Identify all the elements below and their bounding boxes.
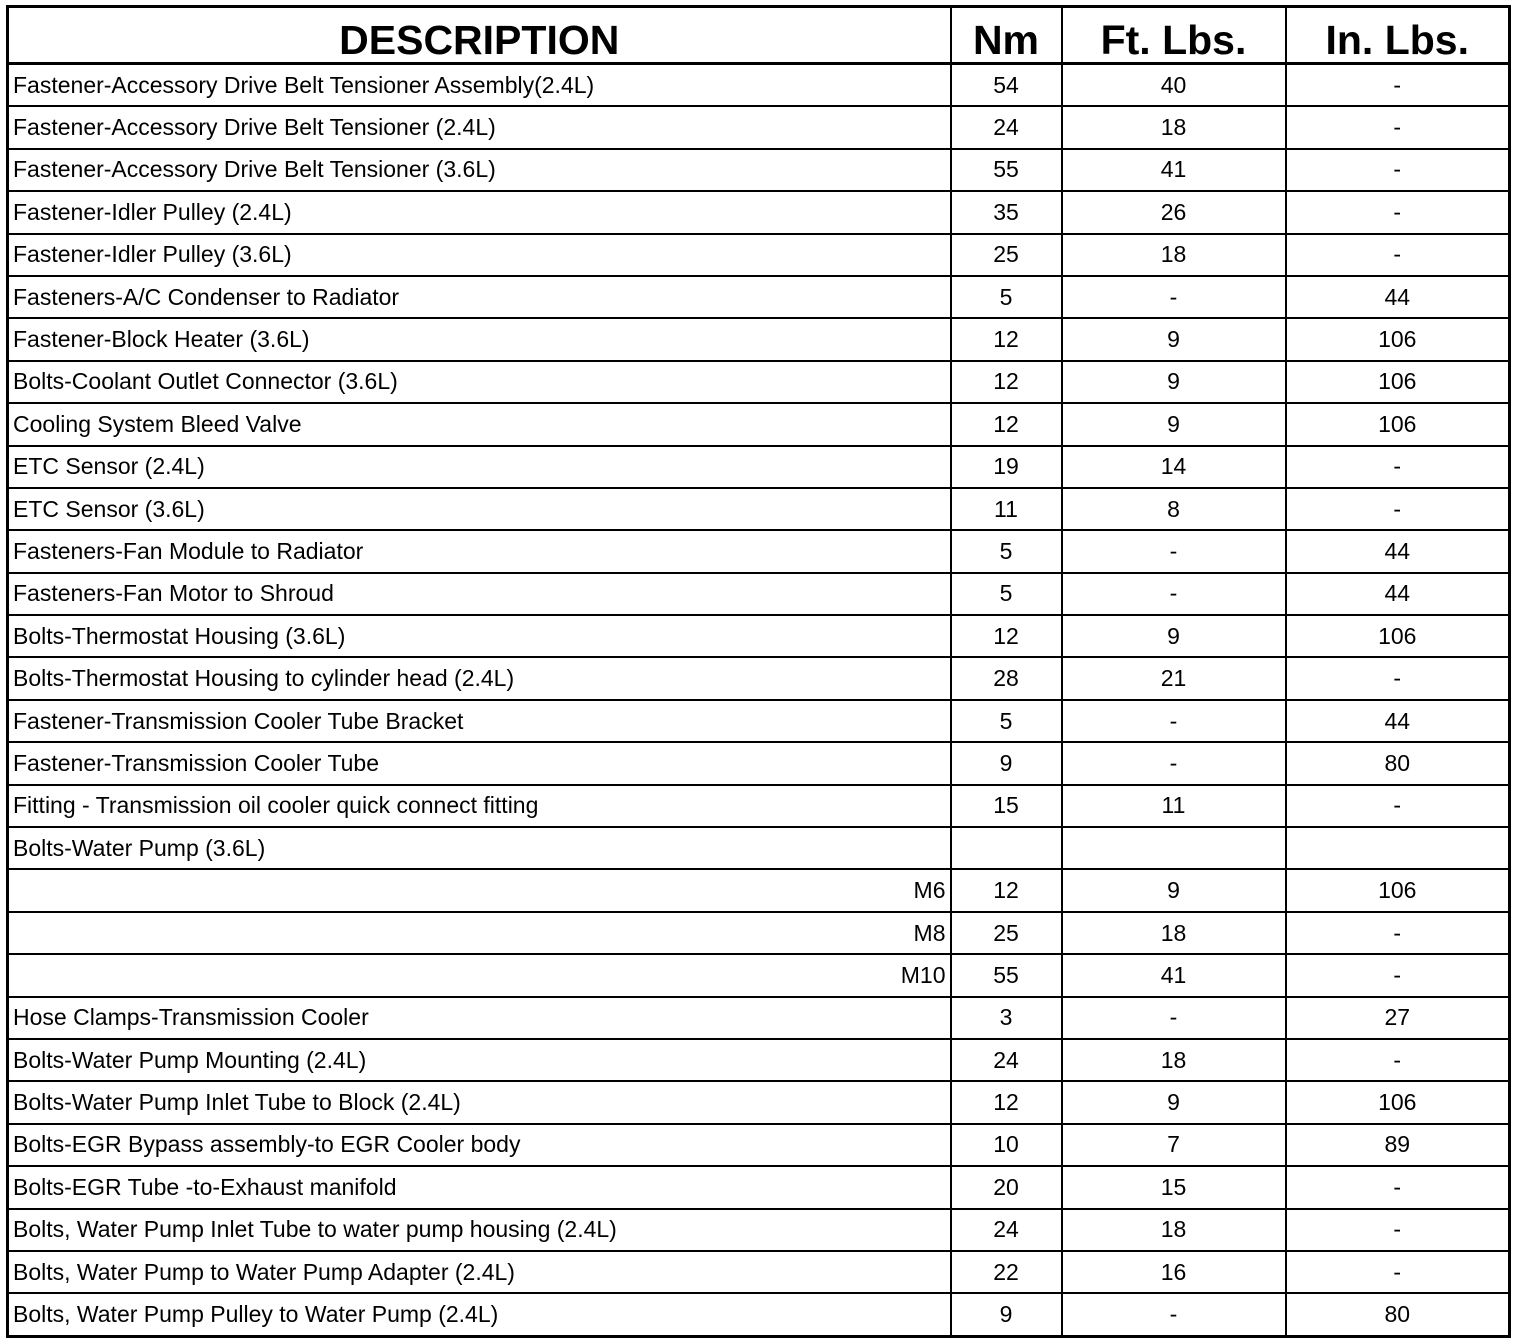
description-cell: Fastener-Transmission Cooler Tube xyxy=(8,742,951,784)
in-lbs-cell: 106 xyxy=(1286,318,1510,360)
table-row xyxy=(8,912,1510,954)
header-ft-lbs: Ft. Lbs. xyxy=(1062,7,1286,64)
ft-lbs-cell: - xyxy=(1062,530,1286,572)
ft-lbs-cell: 9 xyxy=(1062,403,1286,445)
nm-cell: 15 xyxy=(951,785,1062,827)
nm-cell: 24 xyxy=(951,106,1062,148)
description-cell: ETC Sensor (2.4L) xyxy=(8,446,951,488)
nm-cell: 25 xyxy=(951,234,1062,276)
ft-lbs-cell: 7 xyxy=(1062,1124,1286,1166)
in-lbs-cell: - xyxy=(1286,1166,1510,1208)
nm-cell: 24 xyxy=(951,1209,1062,1251)
nm-cell: 19 xyxy=(951,446,1062,488)
table-row xyxy=(8,869,1510,911)
description-cell: Fastener-Block Heater (3.6L) xyxy=(8,318,951,360)
ft-lbs-cell: 11 xyxy=(1062,785,1286,827)
ft-lbs-cell: 40 xyxy=(1062,64,1286,107)
description-cell: Fasteners-Fan Module to Radiator xyxy=(8,530,951,572)
nm-cell: 12 xyxy=(951,403,1062,445)
table-row xyxy=(8,1166,1510,1208)
nm-cell: 3 xyxy=(951,997,1062,1039)
table-row xyxy=(8,1293,1510,1336)
nm-cell: 24 xyxy=(951,1039,1062,1081)
description-cell: Fastener-Idler Pulley (2.4L) xyxy=(8,191,951,233)
table-row xyxy=(8,149,1510,191)
description-cell: Fasteners-Fan Motor to Shroud xyxy=(8,573,951,615)
table-row xyxy=(8,276,1510,318)
nm-cell: 12 xyxy=(951,1081,1062,1123)
table-row xyxy=(8,657,1510,699)
in-lbs-cell: - xyxy=(1286,106,1510,148)
in-lbs-cell: 80 xyxy=(1286,742,1510,784)
ft-lbs-cell: 15 xyxy=(1062,1166,1286,1208)
ft-lbs-cell: 41 xyxy=(1062,954,1286,996)
table-row xyxy=(8,997,1510,1039)
nm-cell: 5 xyxy=(951,573,1062,615)
description-cell: Bolts, Water Pump Inlet Tube to water pump housing (2.4L) xyxy=(8,1209,951,1251)
table-row xyxy=(8,403,1510,445)
ft-lbs-cell: 9 xyxy=(1062,869,1286,911)
description-cell: Bolts-Thermostat Housing to cylinder head (2.4L) xyxy=(8,657,951,699)
description-cell: Bolts, Water Pump Pulley to Water Pump (2.4L) xyxy=(8,1293,951,1336)
table-row xyxy=(8,1251,1510,1293)
ft-lbs-cell: 21 xyxy=(1062,657,1286,699)
in-lbs-cell xyxy=(1286,827,1510,869)
in-lbs-cell: - xyxy=(1286,234,1510,276)
table-row xyxy=(8,954,1510,996)
table-row xyxy=(8,573,1510,615)
in-lbs-cell: 44 xyxy=(1286,530,1510,572)
nm-cell: 12 xyxy=(951,615,1062,657)
nm-cell: 12 xyxy=(951,869,1062,911)
description-cell: Bolts-EGR Tube -to-Exhaust manifold xyxy=(8,1166,951,1208)
description-cell: Bolts-Thermostat Housing (3.6L) xyxy=(8,615,951,657)
table-row xyxy=(8,234,1510,276)
bolt-size-cell: M8 xyxy=(8,912,951,954)
ft-lbs-cell: 9 xyxy=(1062,361,1286,403)
ft-lbs-cell: 18 xyxy=(1062,1209,1286,1251)
description-cell: Fasteners-A/C Condenser to Radiator xyxy=(8,276,951,318)
table-row xyxy=(8,64,1510,107)
nm-cell: 12 xyxy=(951,361,1062,403)
ft-lbs-cell: - xyxy=(1062,742,1286,784)
description-cell: Bolts-Water Pump (3.6L) xyxy=(8,827,951,869)
in-lbs-cell: - xyxy=(1286,191,1510,233)
ft-lbs-cell: - xyxy=(1062,997,1286,1039)
table-row xyxy=(8,742,1510,784)
table-row xyxy=(8,785,1510,827)
description-cell: Hose Clamps-Transmission Cooler xyxy=(8,997,951,1039)
description-cell: Fastener-Idler Pulley (3.6L) xyxy=(8,234,951,276)
in-lbs-cell: 106 xyxy=(1286,361,1510,403)
in-lbs-cell: 106 xyxy=(1286,1081,1510,1123)
table-row xyxy=(8,1039,1510,1081)
nm-cell: 12 xyxy=(951,318,1062,360)
in-lbs-cell: 89 xyxy=(1286,1124,1510,1166)
description-cell: Cooling System Bleed Valve xyxy=(8,403,951,445)
description-cell: Bolts, Water Pump to Water Pump Adapter (2.4L) xyxy=(8,1251,951,1293)
nm-cell: 5 xyxy=(951,700,1062,742)
nm-cell: 9 xyxy=(951,1293,1062,1336)
ft-lbs-cell: 8 xyxy=(1062,488,1286,530)
table-row xyxy=(8,1081,1510,1123)
ft-lbs-cell: 14 xyxy=(1062,446,1286,488)
ft-lbs-cell: - xyxy=(1062,700,1286,742)
description-cell: Fastener-Transmission Cooler Tube Bracket xyxy=(8,700,951,742)
in-lbs-cell: 106 xyxy=(1286,403,1510,445)
nm-cell: 28 xyxy=(951,657,1062,699)
description-cell: ETC Sensor (3.6L) xyxy=(8,488,951,530)
header-description: DESCRIPTION xyxy=(8,7,951,64)
table-row xyxy=(8,530,1510,572)
in-lbs-cell: - xyxy=(1286,785,1510,827)
description-cell: Bolts-Water Pump Mounting (2.4L) xyxy=(8,1039,951,1081)
nm-cell: 55 xyxy=(951,954,1062,996)
nm-cell: 5 xyxy=(951,530,1062,572)
in-lbs-cell: - xyxy=(1286,912,1510,954)
description-cell: Fastener-Accessory Drive Belt Tensioner Assembly(2.4L) xyxy=(8,64,951,107)
ft-lbs-cell: - xyxy=(1062,276,1286,318)
table-row xyxy=(8,1209,1510,1251)
header-in-lbs: In. Lbs. xyxy=(1286,7,1510,64)
in-lbs-cell: - xyxy=(1286,149,1510,191)
in-lbs-cell: - xyxy=(1286,954,1510,996)
ft-lbs-cell: - xyxy=(1062,1293,1286,1336)
table-row xyxy=(8,106,1510,148)
in-lbs-cell: - xyxy=(1286,64,1510,107)
in-lbs-cell: - xyxy=(1286,446,1510,488)
in-lbs-cell: 27 xyxy=(1286,997,1510,1039)
ft-lbs-cell: 9 xyxy=(1062,318,1286,360)
ft-lbs-cell: 18 xyxy=(1062,106,1286,148)
table-row xyxy=(8,361,1510,403)
nm-cell: 11 xyxy=(951,488,1062,530)
description-cell: Bolts-Coolant Outlet Connector (3.6L) xyxy=(8,361,951,403)
ft-lbs-cell: 16 xyxy=(1062,1251,1286,1293)
in-lbs-cell: - xyxy=(1286,1039,1510,1081)
ft-lbs-cell xyxy=(1062,827,1286,869)
in-lbs-cell: - xyxy=(1286,657,1510,699)
nm-cell: 9 xyxy=(951,742,1062,784)
bolt-size-cell: M10 xyxy=(8,954,951,996)
ft-lbs-cell: 26 xyxy=(1062,191,1286,233)
in-lbs-cell: - xyxy=(1286,488,1510,530)
nm-cell: 20 xyxy=(951,1166,1062,1208)
description-cell: Bolts-EGR Bypass assembly-to EGR Cooler body xyxy=(8,1124,951,1166)
in-lbs-cell: - xyxy=(1286,1251,1510,1293)
in-lbs-cell: 80 xyxy=(1286,1293,1510,1336)
nm-cell: 10 xyxy=(951,1124,1062,1166)
nm-cell: 25 xyxy=(951,912,1062,954)
ft-lbs-cell: 18 xyxy=(1062,912,1286,954)
table-row xyxy=(8,488,1510,530)
description-cell: Fitting - Transmission oil cooler quick connect fitting xyxy=(8,785,951,827)
table-row xyxy=(8,1124,1510,1166)
ft-lbs-cell: 18 xyxy=(1062,1039,1286,1081)
table-row xyxy=(8,827,1510,869)
in-lbs-cell: 44 xyxy=(1286,573,1510,615)
description-cell: Fastener-Accessory Drive Belt Tensioner (2.4L) xyxy=(8,106,951,148)
header-row xyxy=(8,7,1510,64)
header-nm: Nm xyxy=(951,7,1062,64)
table-row xyxy=(8,318,1510,360)
table-row xyxy=(8,446,1510,488)
table-body xyxy=(8,64,1510,1337)
table-row xyxy=(8,191,1510,233)
nm-cell: 22 xyxy=(951,1251,1062,1293)
bolt-size-cell: M6 xyxy=(8,869,951,911)
nm-cell: 54 xyxy=(951,64,1062,107)
ft-lbs-cell: 9 xyxy=(1062,1081,1286,1123)
description-cell: Bolts-Water Pump Inlet Tube to Block (2.4L) xyxy=(8,1081,951,1123)
description-cell: Fastener-Accessory Drive Belt Tensioner (3.6L) xyxy=(8,149,951,191)
in-lbs-cell: 44 xyxy=(1286,276,1510,318)
torque-specification-table xyxy=(6,5,1511,1338)
in-lbs-cell: 44 xyxy=(1286,700,1510,742)
nm-cell: 35 xyxy=(951,191,1062,233)
in-lbs-cell: - xyxy=(1286,1209,1510,1251)
ft-lbs-cell: 18 xyxy=(1062,234,1286,276)
nm-cell: 5 xyxy=(951,276,1062,318)
table-row xyxy=(8,700,1510,742)
table-row xyxy=(8,615,1510,657)
ft-lbs-cell: - xyxy=(1062,573,1286,615)
nm-cell: 55 xyxy=(951,149,1062,191)
ft-lbs-cell: 9 xyxy=(1062,615,1286,657)
in-lbs-cell: 106 xyxy=(1286,869,1510,911)
in-lbs-cell: 106 xyxy=(1286,615,1510,657)
nm-cell xyxy=(951,827,1062,869)
ft-lbs-cell: 41 xyxy=(1062,149,1286,191)
